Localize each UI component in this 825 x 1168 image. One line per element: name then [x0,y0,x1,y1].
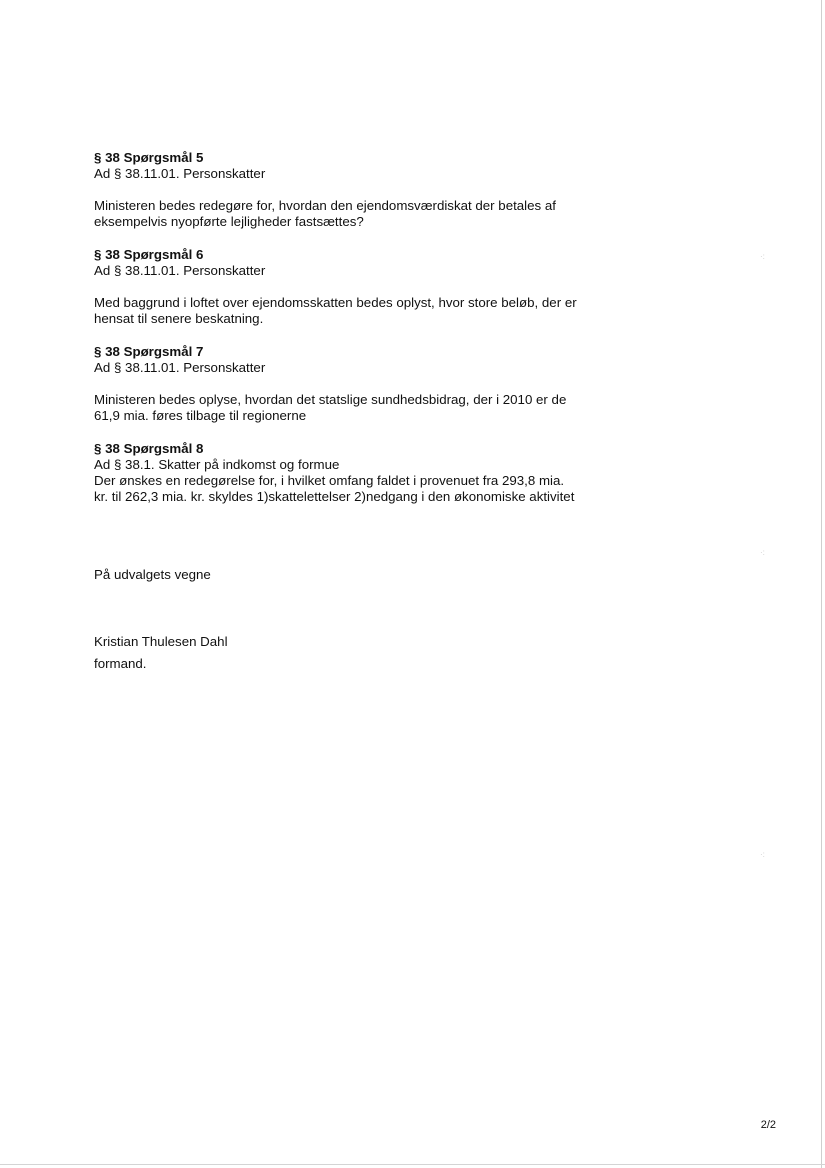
question-body-line: Ministeren bedes redegøre for, hvordan den ejendomsværdiskat der betales af [94,198,556,213]
question-section-6 [94,247,614,327]
closing-line: På udvalgets vegne [94,567,211,582]
scan-speck: ·: [760,850,765,859]
scan-speck: ·: [760,548,765,557]
scan-edge-right [821,0,822,1168]
question-body [94,198,614,230]
question-body-line: Ministeren bedes oplyse, hvordan det statslige sundhedsbidrag, der i 2010 er de [94,392,567,407]
question-section-5 [94,150,614,230]
question-body [94,473,614,505]
question-heading: § 38 Spørgsmål 7 [94,344,204,359]
questions-list [94,150,614,522]
question-body-line: 61,9 mia. føres tilbage til regionerne [94,408,307,423]
question-body-line: kr. til 262,3 mia. kr. skyldes 1)skattelettelser 2)nedgang i den økonomiske aktivitet [94,489,575,504]
signer-title: formand. [94,656,147,671]
signer-name: Kristian Thulesen Dahl [94,634,228,649]
question-body [94,392,614,424]
question-reference: Ad § 38.11.01. Personskatter [94,166,266,181]
signature-block [94,631,228,675]
question-body [94,295,614,327]
question-body-line: eksempelvis nyopførte lejligheder fastsættes? [94,214,364,229]
question-heading: § 38 Spørgsmål 6 [94,247,204,262]
question-section-7 [94,344,614,424]
question-reference: Ad § 38.11.01. Personskatter [94,263,266,278]
scan-edge-bottom [0,1164,825,1165]
page-number: 2/2 [760,1119,776,1131]
question-body-line: Med baggrund i loftet over ejendomsskatten bedes oplyst, hvor store beløb, der er [94,295,577,310]
question-section-8 [94,441,614,505]
question-body-line: Der ønskes en redegørelse for, i hvilket omfang faldet i provenuet fra 293,8 mia. [94,473,565,488]
question-heading: § 38 Spørgsmål 5 [94,150,204,165]
question-body-line: hensat til senere beskatning. [94,311,264,326]
scan-speck: ·: [760,252,765,261]
question-reference: Ad § 38.1. Skatter på indkomst og formue [94,457,340,472]
question-heading: § 38 Spørgsmål 8 [94,441,204,456]
question-reference: Ad § 38.11.01. Personskatter [94,360,266,375]
